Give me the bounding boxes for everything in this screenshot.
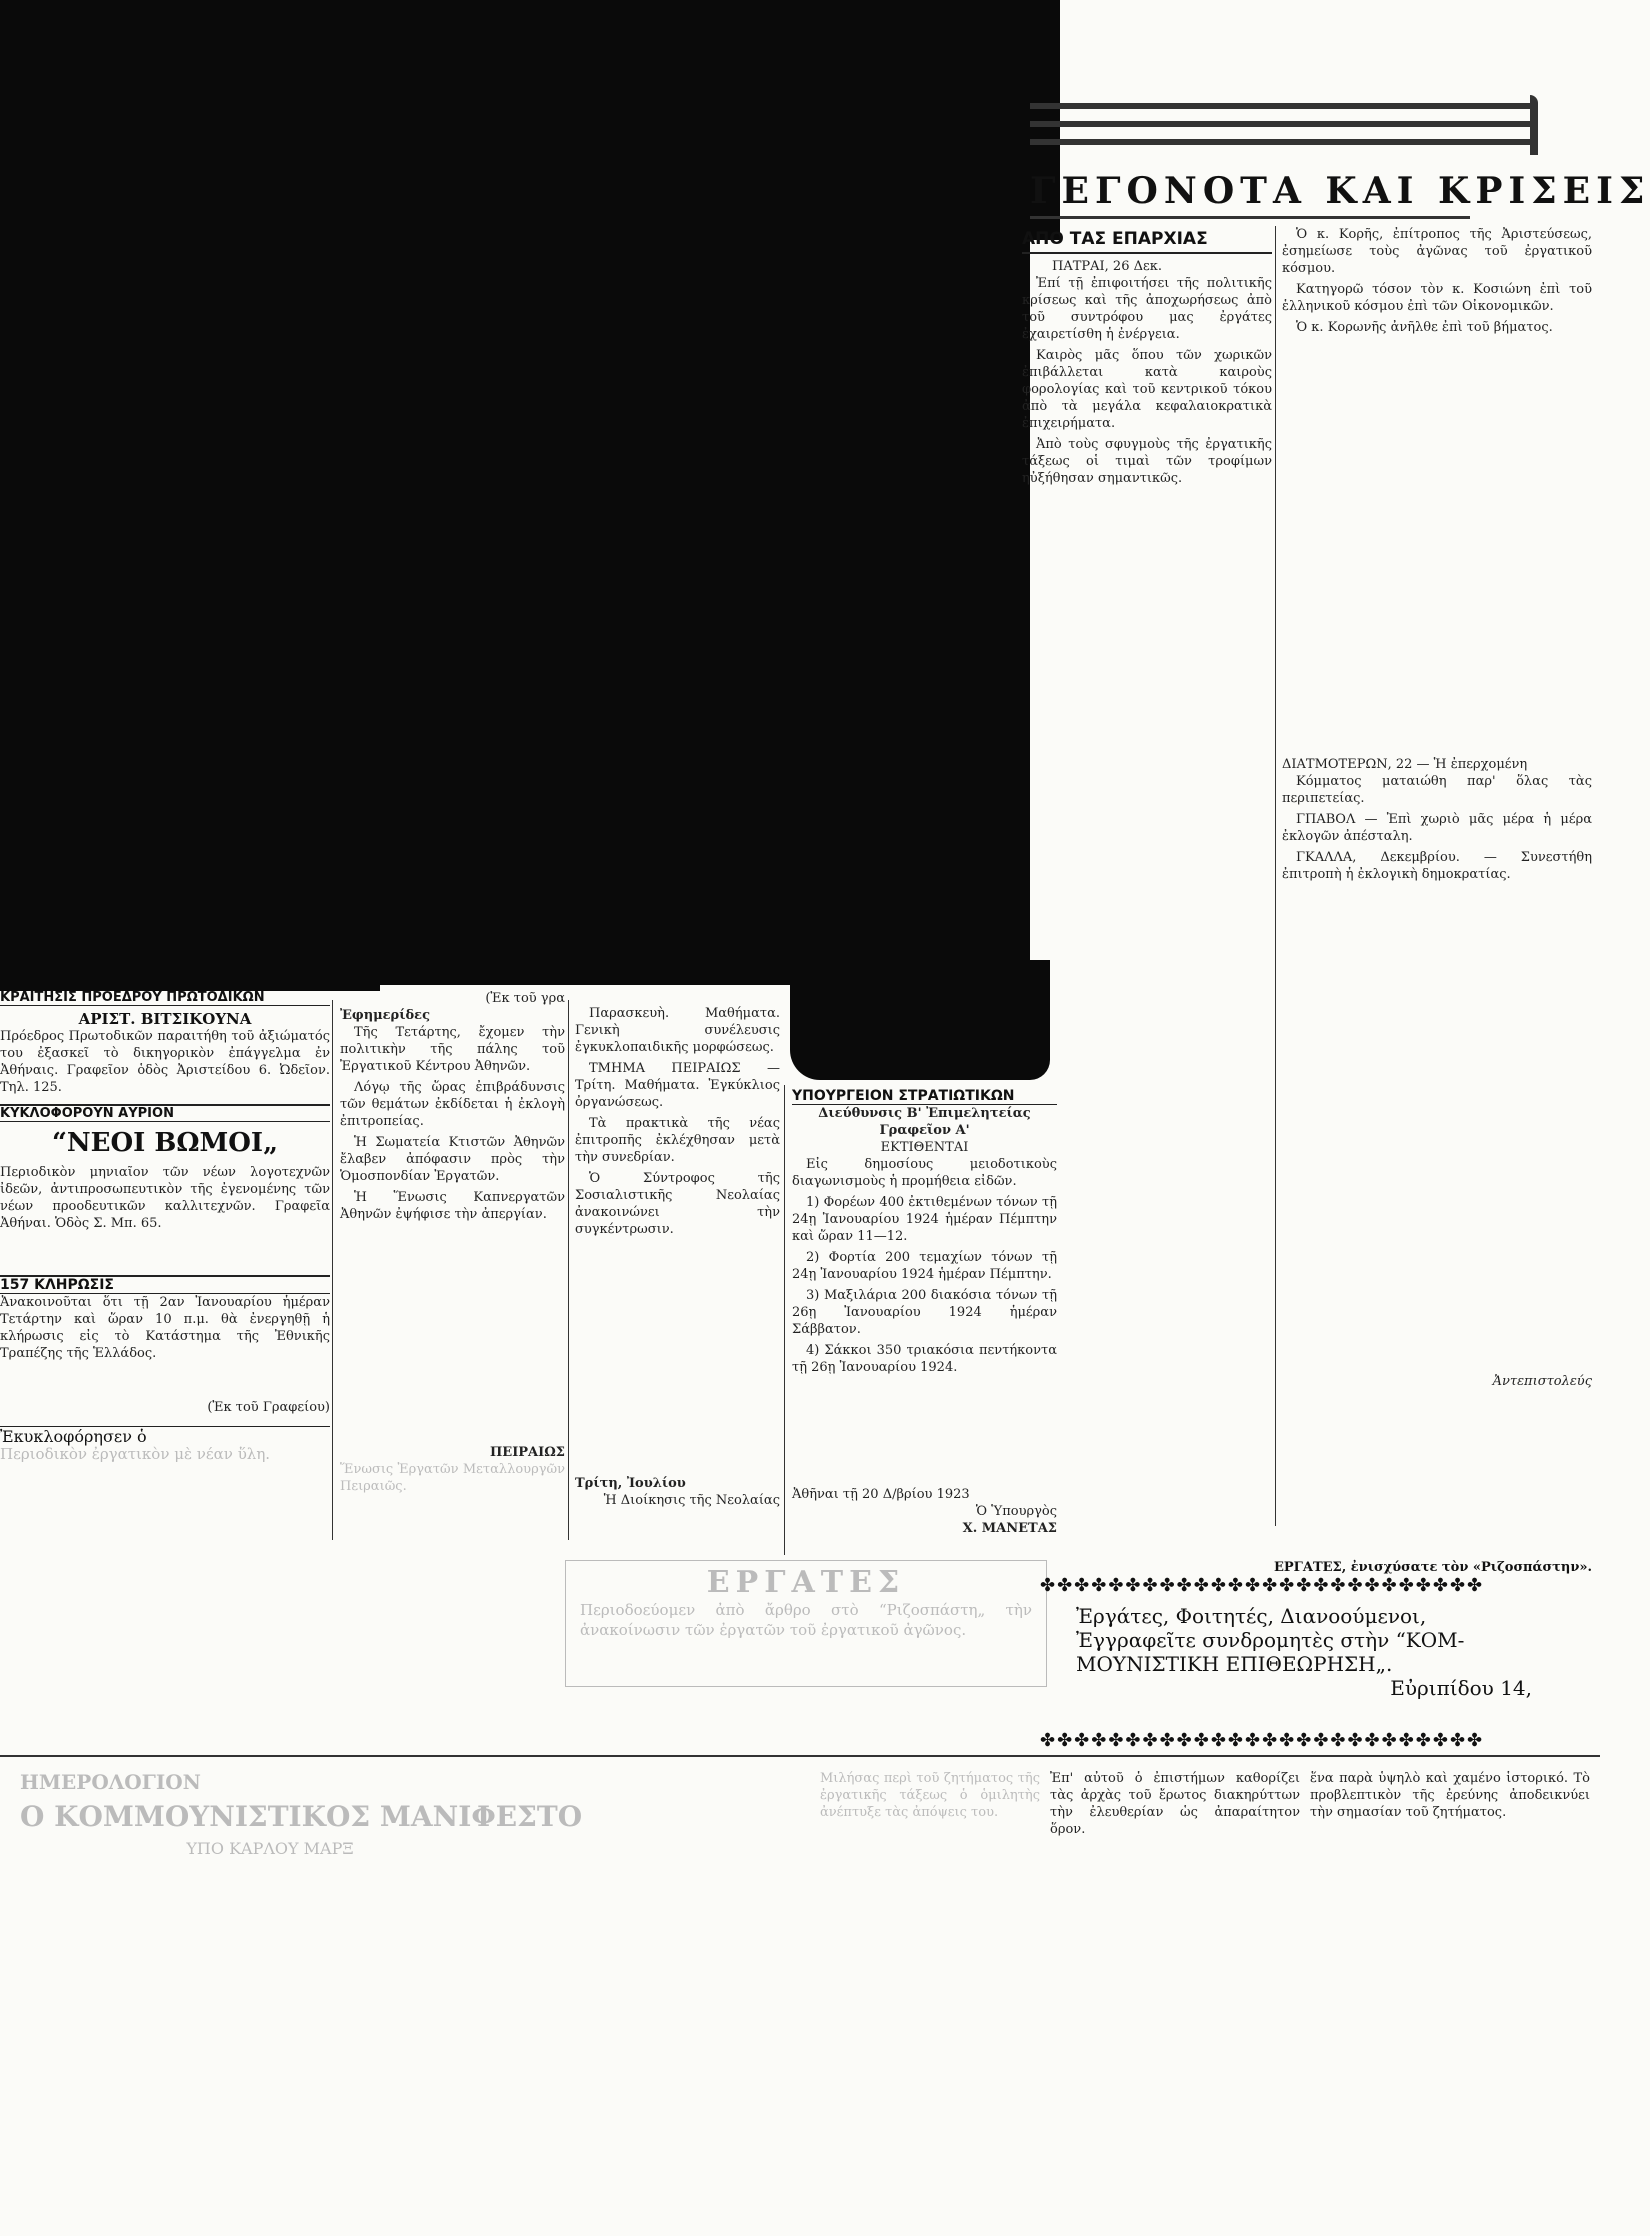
mid2-para: Παρασκευὴ. Μαθήματα. Γενικὴ συνέλευσις ἐγκυκλοπαιδικῆς μορφώσεως. — [575, 1006, 780, 1055]
ministry-para: Εἰς δημοσίους μειοδοτικοὺς διαγωνισμοὺς ἡ προμήθεια εἰδῶν. — [792, 1157, 1057, 1189]
left-body3-sig: (Ἐκ τοῦ Γραφείου) — [207, 1400, 330, 1415]
ergates-box — [565, 1560, 1047, 1687]
mid2-sig: Ἡ Διοίκησις τῆς Νεολαίας — [603, 1493, 780, 1508]
column-rule — [1275, 226, 1276, 1526]
right-para: Ὁ κ. Κορῆς, ἐπίτροπος τῆς Ἀριστεύσεως, ἐσημείωσε τοὺς ἀγῶνας τοῦ ἐργατικοῦ κόσμου. — [1282, 227, 1592, 276]
right-column — [1282, 226, 1592, 1556]
ministry-body — [792, 1156, 1057, 1486]
ergates-heading: ΕΡΓΑΤΕΣ — [706, 1565, 906, 1600]
provinces-para: Ἀπὸ τοὺς σφυγμοὺς τῆς ἐργατικῆς τάξεως οἱ τιμαὶ τῶν τροφίμων ηὐξήθησαν σημαντικῶς. — [1022, 437, 1272, 486]
ad-line4: Εὐριπίδου 14, — [1390, 1676, 1532, 1700]
mid1-top-note: (Ἐκ τοῦ γρα — [485, 991, 565, 1006]
ad-line1: Ἐργάτες, Φοιτητές, Διανοούμενοι, — [1076, 1604, 1427, 1628]
mid1-para: Ἡ Σωματεία Κτιστῶν Ἀθηνῶν ἔλαβεν ἀπόφασιν πρὸς τὴν Ὁμοσπονδίαν Ἐργατῶν. — [340, 1135, 565, 1184]
bottom-faded-title: Ο ΚΟΜΜΟΥΝΙΣΤΙΚΟΣ ΜΑΝΙΦΕΣΤΟ — [20, 1800, 583, 1833]
masthead-lines — [1030, 95, 1590, 155]
section-rule — [0, 1755, 1600, 1757]
left-heading: ΚΡΑΙΤΗΣΙΣ ΠΡΟΕΔΡΟΥ ΠΡΩΤΟΔΙΚΩΝ — [0, 990, 330, 1006]
mid2-column — [575, 1005, 780, 1545]
ergates-body: Περιοδοεύομεν ἀπὸ ἄρθρο στὸ “Ριζοσπάστη„ τὴν ἀνακοίνωσιν τῶν ἐργατῶν τοῦ ἐργατικοῦ ἀγῶνος. — [580, 1601, 1032, 1639]
bottom-faded-sub: ΥΠΟ ΚΑΡΛΟΥ ΜΑΡΞ — [186, 1839, 354, 1858]
mid1-faded: Ἕνωσις Ἐργατῶν Μεταλλουργῶν Πειραιῶς. — [340, 1462, 565, 1494]
mid2-para: ΤΜΗΜΑ ΠΕΙΡΑΙΩΣ — Τρίτη. Μαθήματα. Ἐγκύκλιος ὀργανώσεως. — [575, 1061, 780, 1110]
ministry-sig: Ὁ Ὑπουργὸς — [975, 1504, 1057, 1519]
right-signature: Ἀντεπιστολεύς — [1492, 1374, 1592, 1389]
left-body: Πρόεδρος Πρωτοδικῶν παραιτήθη τοῦ ἀξιώματός του ἐξασκεῖ τὸ δικηγορικὸν ἐπάγγελμα ἐν Ἀθήναις. Γραφεῖον ὁδὸς Ἀριστείδου 6. Ὠδεῖον. Τηλ. 125. — [0, 1029, 330, 1095]
mid2-headline-label: Τρίτη, Ἰουλίου — [575, 1476, 686, 1491]
masthead-rule — [1030, 216, 1470, 219]
ministry-sub: Διεύθυνσις Β' Ἐπιμελητείας Γραφεῖον Α' — [818, 1106, 1031, 1138]
mid1-para: Τῆς Τετάρτης, ἔχομεν τὴν πολιτικὴν τῆς πάλης τοῦ Ἐργατικοῦ Κέντρου Ἀθηνῶν. — [340, 1025, 565, 1074]
column-rule — [332, 1000, 333, 1540]
bottom-col2: Μιλήσας περὶ τοῦ ζητήματος τῆς ἐργατικῆς τάξεως ὁ ὁμιλητὴς ἀνέπτυξε τὰς ἀπόψεις του. — [820, 1771, 1040, 1820]
ministry-para: 4) Σάκκοι 350 τριακόσια πεντήκοντα τῇ 26ῃ Ἰανουαρίου 1924. — [792, 1343, 1057, 1375]
ad-line3: ΜΟΥΝΙΣΤΙΚΗ ΕΠΙΘΕΩΡΗΣΗ„. — [1076, 1652, 1393, 1676]
ministry-date: Ἀθῆναι τῇ 20 Δ/βρίου 1923 — [792, 1487, 970, 1502]
right-para: Κόμματος ματαιώθη παρ' ὅλας τὰς περιπετείας. — [1282, 774, 1592, 806]
bottom-col3: Ἐπ' αὐτοῦ ὁ ἐπιστήμων καθορίζει τὰς ἀρχὰς τοῦ ἔρωτος διακηρύττων τὴν ἐλευθερίαν ὡς ἀπαραίτητον ὅρον. — [1050, 1771, 1300, 1837]
ink-damage-tab — [790, 960, 1050, 1080]
bottom-col4: ἕνα παρὰ ὑψηλὸ καὶ χαμένο ἱστορικό. Τὸ προβλεπτικὸν τῆς ἐρεύνης ἀποδεικνύει τὴν σημασίαν τοῦ ζητήματος. — [1310, 1771, 1590, 1820]
left-column — [0, 990, 330, 1550]
ministry-para: 1) Φορέων 400 ἐκτιθεμένων τόνων τῇ 24ῃ Ἰανουαρίου 1924 ἡμέραν Πέμπτην καὶ ὥραν 11—12. — [792, 1195, 1057, 1244]
provinces-body — [1022, 275, 1272, 745]
ministry-notice — [792, 1088, 1057, 1548]
mid2-para: Τὰ πρακτικὰ τῆς νέας ἐπιτροπῆς ἐκλέχθησαν μετὰ τὴν συνεδρίαν. — [575, 1116, 780, 1165]
ad-ornament-bottom: ✤✤✤✤✤✤✤✤✤✤✤✤✤✤✤✤✤✤✤✤✤✤✤✤✤✤ — [1040, 1730, 1485, 1751]
provinces-heading: ΑΠΟ ΤΑΣ ΕΠΑΡΧΙΑΣ — [1022, 226, 1272, 254]
provinces-column — [1022, 226, 1272, 746]
left-name: ΑΡΙΣΤ. ΒΙΤΣΙΚΟΥΝΑ — [78, 1010, 252, 1028]
ministry-para: 3) Μαξιλάρια 200 διακόσια τόνων τῇ 26ῃ Ἰανουαρίου 1924 ἡμέραν Σάββατον. — [792, 1288, 1057, 1337]
provinces-dateline: ΠΑΤΡΑΙ, 26 Δεκ. — [1052, 259, 1162, 274]
left-faded-body: Περιοδικὸν ἐργατικὸν μὲ νέαν ὕλη. — [0, 1445, 271, 1463]
bottom-faded-ad — [20, 1770, 583, 1930]
ministry-para: 2) Φορτία 200 τεμαχίων τόνων τῇ 24ῃ Ἰανουαρίου 1924 ἡμέραν Πέμπτην. — [792, 1250, 1057, 1282]
mid1-para: Ἡ Ἕνωσις Καπνεργατῶν Ἀθηνῶν ἐψήφισε τὴν ἀπεργίαν. — [340, 1190, 565, 1222]
ad-block — [1040, 1560, 1592, 1720]
mid1-body — [340, 1024, 565, 1444]
bottom-faded-head: ΗΜΕΡΟΛΟΓΙΟΝ — [20, 1770, 201, 1794]
right-body — [1282, 226, 1592, 746]
left-heading3: 157 ΚΛΗΡΩΣΙΣ — [0, 1275, 330, 1294]
ink-damage-main — [0, 0, 1030, 985]
ad-ornament-top: ✤✤✤✤✤✤✤✤✤✤✤✤✤✤✤✤✤✤✤✤✤✤✤✤✤✤ — [1040, 1575, 1485, 1596]
left-body2: Περιοδικὸν μηνιαῖον τῶν νέων λογοτεχνῶν ἰδεῶν, ἀντιπροσωπευτικὸν τῆς ἐγενομένης τῶν νέων προοδευτικῶν καλλιτεχνῶν. Γραφεῖα Ἀθήναι. Ὁδὸς Σ. Μπ. 65. — [0, 1165, 330, 1231]
left-heading2: ΚΥΚΛΟΦΟΡΟΥΝ ΑΥΡΙΟΝ — [0, 1104, 330, 1122]
mid1-para: Λόγῳ τῆς ὥρας ἐπιβράδυνσις τῶν θεμάτων ἐκδίδεται ἡ ἐκλογὴ ἐπιτροπείας. — [340, 1080, 565, 1129]
ad-lead: ΕΡΓΑΤΕΣ, ἐνισχύσατε τὸν «Ριζοσπάστην». — [1273, 1560, 1592, 1575]
provinces-para: Καιρὸς μᾶς ὅπου τῶν χωρικῶν ἐπιβάλλεται κατὰ καιροὺς φορολογίας καὶ τοῦ κεντρικοῦ τόκου ἀπὸ τὰ μεγάλα κεφαλαιοκρατικὰ ἐπιχειρήματα. — [1022, 348, 1272, 431]
column-rule — [784, 1085, 785, 1555]
masthead-title: ΓΕΓΟΝΟΤΑ ΚΑΙ ΚΡΙΣΕΙΣ — [1030, 170, 1650, 212]
right-para: ΓΚΑΛΛΑ, Δεκεμβρίου. — Συνεστήθη ἐπιτροπὴ ἡ ἐκλογικὴ δημοκρατίας. — [1282, 850, 1592, 882]
right-para: Κατηγορῶ τόσον τὸν κ. Κοσιώνη ἐπὶ τοῦ ἑλληνικοῦ κόσμου ἐπὶ τῶν Οἰκονομικῶν. — [1282, 282, 1592, 314]
provinces-para: Ἐπί τῇ ἐπιφοιτήσει τῆς πολιτικῆς κρίσεως καὶ τῆς ἀποχωρήσεως ἀπὸ τοῦ συντρόφου μας ἐργάτες ἐχαιρετίσθη ἡ ἐνέργεια. — [1022, 276, 1272, 342]
left-title: “ΝΕΟΙ ΒΩΜΟΙ„ — [51, 1128, 279, 1158]
mid1-sig: ΠΕΙΡΑΙΩΣ — [490, 1445, 565, 1460]
left-body3: Ἀνακοινοῦται ὅτι τῇ 2αν Ἰανουαρίου ἡμέραν Τετάρτην καὶ ὥραν 10 π.μ. θὰ ἐνεργηθῇ ἡ κλήρωσις εἰς τὸ Κατάστημα τῆς Ἐθνικῆς Τραπέζης τῆς Ἑλλάδος. — [0, 1295, 330, 1361]
column-rule — [568, 1000, 569, 1540]
right-para: Ὁ κ. Κορωνῆς ἀνῆλθε ἐπὶ τοῦ βήματος. — [1296, 320, 1553, 335]
ministry-sig-name: Χ. ΜΑΝΕΤΑΣ — [962, 1521, 1057, 1536]
mid1-column — [340, 990, 565, 1550]
ministry-heading: ΥΠΟΥΡΓΕΙΟΝ ΣΤΡΑΤΙΩΤΙΚΩΝ — [792, 1088, 1057, 1105]
left-faded-head: Ἐκυκλοφόρησεν ὁ — [0, 1426, 330, 1446]
right-dateline: ΔΙΑΤΜΟΤΕΡΩΝ, 22 — Ἡ ἐπερχομένη — [1282, 757, 1528, 772]
right-body2 — [1282, 773, 1592, 1373]
mid2-para: Ὁ Σύντροφος τῆς Σοσιαλιστικῆς Νεολαίας ἀνακοινώνει τὴν συγκέντρωσιν. — [575, 1171, 780, 1237]
mid2-body — [575, 1005, 780, 1475]
mid1-heading: Ἐφημερίδες — [340, 1008, 430, 1023]
ad-line2: Ἐγγραφεῖτε συνδρομητὲς στὴν “ΚΟΜ- — [1076, 1628, 1465, 1652]
ministry-sub2: ΕΚΤΙΘΕΝΤΑΙ — [880, 1140, 969, 1155]
right-para: ΓΠΑΒΟΛ — Ἐπὶ χωριὸ μᾶς μέρα ἡ μέρα ἐκλογῶν ἀπέσταλη. — [1282, 812, 1592, 844]
